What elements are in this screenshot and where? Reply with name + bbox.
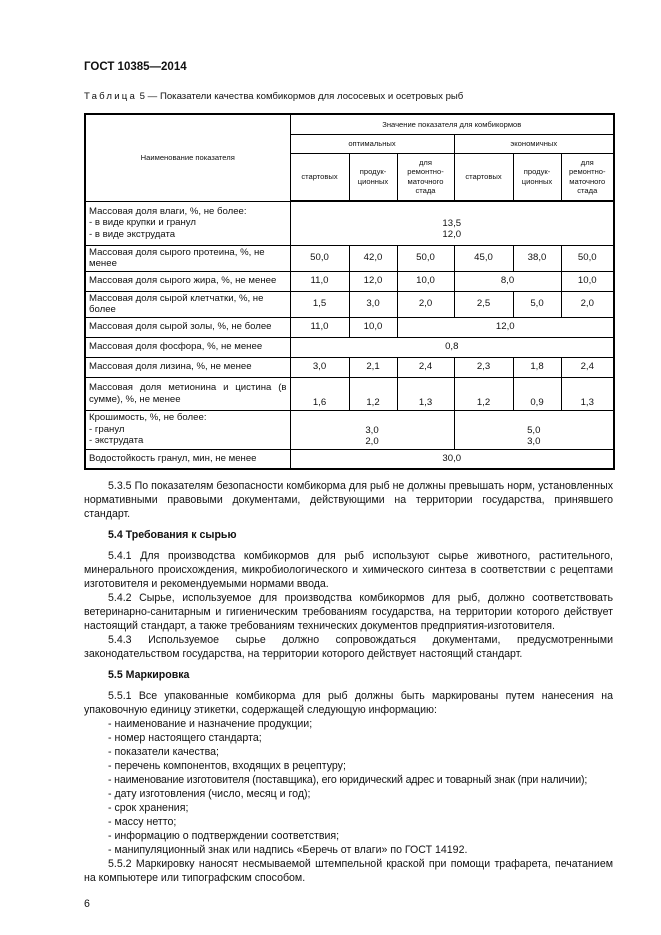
col-header-optimal: оптимальных (290, 134, 454, 153)
row-name: Водостойкость гранул, мин, не менее (85, 449, 290, 469)
col-header-economic: экономичных (454, 134, 614, 153)
cell-value: 1,3 (561, 377, 614, 410)
row-name: Крошимость, %, не более: - гранул - экструдата (85, 410, 290, 449)
cell-value: 13,5 12,0 (290, 201, 614, 245)
cell-value: 1,5 (290, 291, 349, 317)
cell-value: 2,3 (454, 357, 513, 377)
cell-value: 3,0 (290, 357, 349, 377)
cell-value: 1,6 (290, 377, 349, 410)
list-item: - показатели качества; (108, 746, 220, 758)
page-content (84, 60, 613, 911)
table-row (85, 201, 614, 245)
cell-value: 12,0 (397, 317, 614, 337)
table-row (85, 245, 614, 271)
cell-value: 38,0 (513, 245, 561, 271)
list-item: - перечень компонентов, входящих в рецептуру; (108, 760, 346, 772)
table-row (85, 271, 614, 291)
cell-value: 2,1 (349, 357, 397, 377)
subcol-header: для ремонтно- маточного стада (397, 153, 454, 201)
cell-value: 0,9 (513, 377, 561, 410)
list-item: - наименование и назначение продукции; (108, 718, 313, 730)
subcol-header: стартовых (290, 153, 349, 201)
row-name: Массовая доля сырого протеина, %, не менее (85, 245, 290, 271)
cell-value: 10,0 (561, 271, 614, 291)
cell-value: 2,0 (561, 291, 614, 317)
cell-value: 50,0 (290, 245, 349, 271)
list-item: - массу нетто; (108, 816, 177, 828)
list-item: - номер настоящего стандарта; (108, 732, 262, 744)
row-name: Массовая доля лизина, %, не менее (85, 357, 290, 377)
cell-value: 11,0 (290, 317, 349, 337)
cell-value: 50,0 (397, 245, 454, 271)
subcol-header: стартовых (454, 153, 513, 201)
list-item: - информацию о подтверждении соответствия; (108, 830, 340, 842)
document-code: ГОСТ 10385—2014 (84, 61, 187, 73)
cell-value: 42,0 (349, 245, 397, 271)
paragraph-5-3-5: 5.3.5 По показателям безопасности комбикорма для рыб не должны превышать норм, установленных нормативными правовыми документами, действующими на территории государства, принявшего стандарт. (84, 480, 613, 520)
cell-value: 2,0 (397, 291, 454, 317)
row-name: Массовая доля метионина и цистина (в сумме), %, не менее (85, 377, 290, 410)
cell-value: 10,0 (349, 317, 397, 337)
subcol-header: для ремонтно- маточного стада (561, 153, 614, 201)
page-number: 6 (84, 898, 90, 910)
list-item: - наименование изготовителя (поставщика), его юридический адрес и товарный знак (при наличии); (108, 774, 588, 786)
cell-value: 2,4 (397, 357, 454, 377)
subcol-header: продук- ционных (513, 153, 561, 201)
cell-value: 1,3 (397, 377, 454, 410)
col-header-name: Наименование показателя (85, 114, 290, 201)
cell-value: 11,0 (290, 271, 349, 291)
cell-value: 1,2 (454, 377, 513, 410)
row-name: Массовая доля влаги, %, не более: - в виде крупки и гранул - в виде экструдата (85, 201, 290, 245)
table-caption (84, 91, 613, 103)
table-row (85, 291, 614, 317)
section-heading-5-4: 5.4 Требования к сырью (108, 529, 237, 541)
row-name: Массовая доля сырой клетчатки, %, не более (85, 291, 290, 317)
cell-value: 45,0 (454, 245, 513, 271)
cell-value: 2,5 (454, 291, 513, 317)
paragraph-5-4-1: 5.4.1 Для производства комбикормов для рыб используют сырье животного, растительного, минерального происхождения, микробиологического и химического синтеза в соответствии с рецептами изготовителя и рекомендуемыми нормами ввода. (84, 550, 613, 590)
table-caption-prefix: Таблица (84, 91, 138, 102)
list-item: - срок хранения; (108, 802, 189, 814)
quality-indicators-table (84, 113, 615, 470)
paragraph-5-4-2: 5.4.2 Сырье, используемое для производства комбикормов для рыб, должно соответствовать ветеринарно-санитарным и гигиеническим требованиям государства, на территории которого действует настоящий стандарт, а также требованиям технических документов предприятия-изготовителя. (84, 592, 613, 632)
col-header-group: Значение показателя для комбикормов (290, 114, 614, 134)
paragraph-5-5-2: 5.5.2 Маркировку наносят несмываемой штемпельной краской при помощи трафарета, печатанием на компьютере или типографским способом. (84, 858, 613, 884)
table-row (85, 449, 614, 469)
subcol-header: продук- ционных (349, 153, 397, 201)
list-item: - дату изготовления (число, месяц и год); (108, 788, 311, 800)
row-name: Массовая доля фосфора, %, не менее (85, 337, 290, 357)
body-text (84, 479, 613, 885)
cell-value: 3,0 2,0 (290, 410, 454, 449)
cell-value: 1,2 (349, 377, 397, 410)
cell-value: 10,0 (397, 271, 454, 291)
cell-value: 3,0 (349, 291, 397, 317)
table-row (85, 357, 614, 377)
list-item: - манипуляционный знак или надпись «Беречь от влаги» по ГОСТ 14192. (108, 844, 468, 856)
cell-value: 50,0 (561, 245, 614, 271)
cell-value: 12,0 (349, 271, 397, 291)
table-row (85, 317, 614, 337)
table-row (85, 377, 614, 410)
cell-value: 30,0 (290, 449, 614, 469)
row-name: Массовая доля сырого жира, %, не менее (85, 271, 290, 291)
cell-value: 5,0 3,0 (454, 410, 614, 449)
cell-value: 1,8 (513, 357, 561, 377)
table-caption-text: 5 — Показатели качества комбикормов для лососевых и осетровых рыб (137, 91, 464, 102)
cell-value: 2,4 (561, 357, 614, 377)
row-name: Массовая доля сырой золы, %, не более (85, 317, 290, 337)
cell-value: 0,8 (290, 337, 614, 357)
cell-value: 8,0 (454, 271, 561, 291)
table-row (85, 410, 614, 449)
table-row (85, 337, 614, 357)
paragraph-5-4-3: 5.4.3 Используемое сырье должно сопровождаться документами, предусмотренными законодательством государства, на территории которого действует настоящий стандарт. (84, 634, 613, 660)
paragraph-5-5-1: 5.5.1 Все упакованные комбикорма для рыб должны быть маркированы путем нанесения на упаковочную единицу этикетки, содержащей следующую информацию: (84, 690, 613, 716)
section-heading-5-5: 5.5 Маркировка (108, 669, 190, 681)
cell-value: 5,0 (513, 291, 561, 317)
